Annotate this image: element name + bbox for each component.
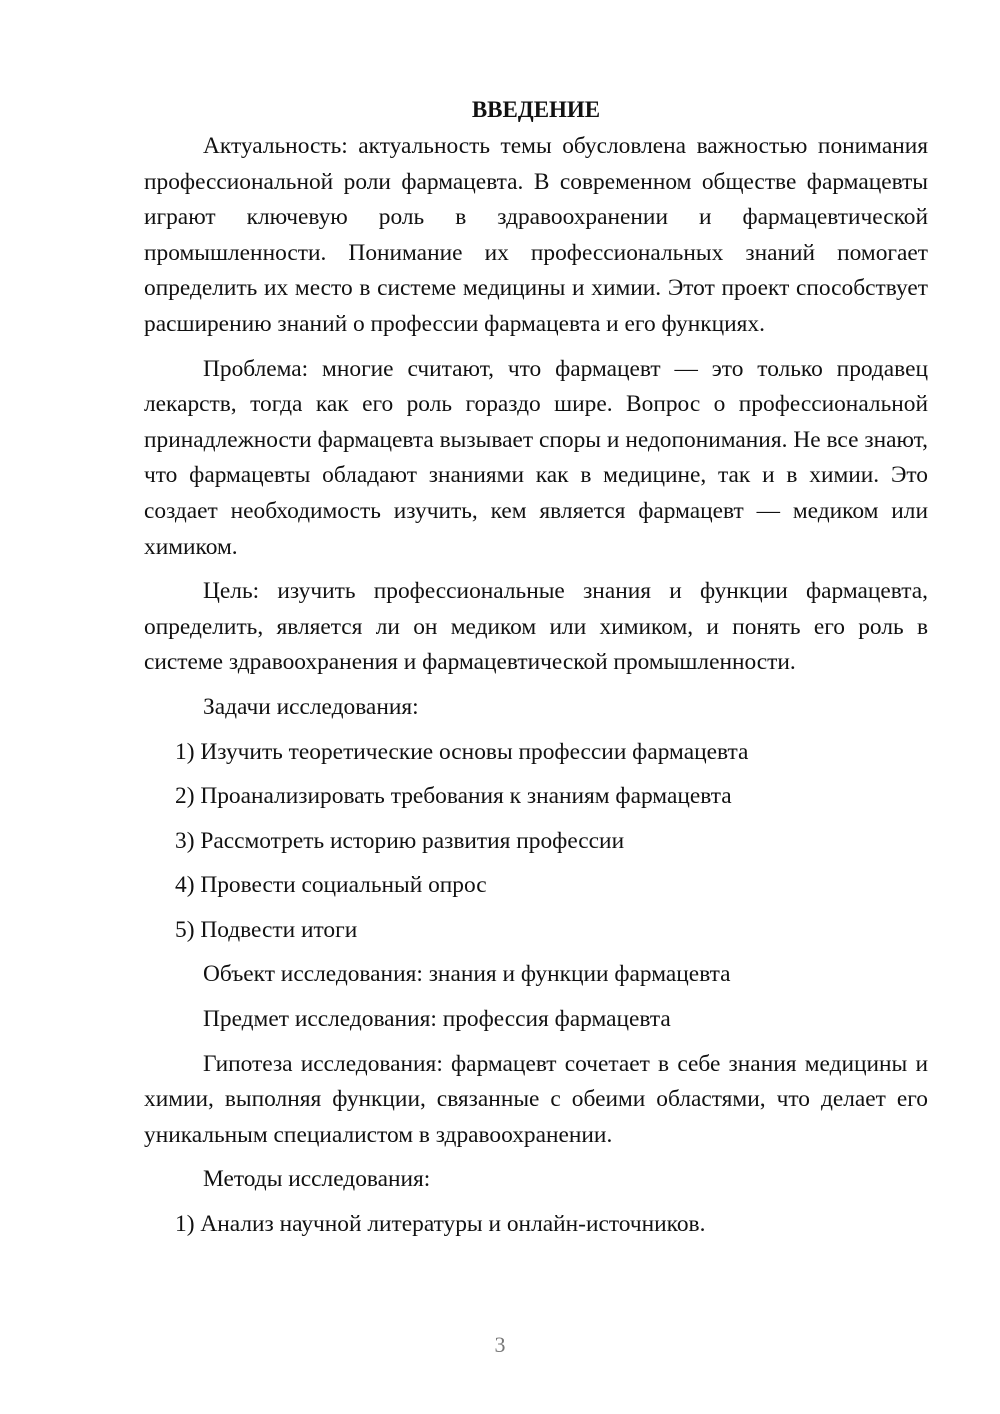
goal-paragraph: Цель: изучить профессиональные знания и функции фармацевта, определить, является ли он медиком или химиком, и понять его роль в системе здравоохранения и фармацевтической промышленности. xyxy=(144,578,928,676)
page-number: 3 xyxy=(494,1332,506,1357)
relevance-paragraph: Актуальность: актуальность темы обусловлена важностью понимания профессиональной роли фармацевта. В современном обществе фармацевты играют ключевую роль в здравоохранении и фармацевтической промышленности. Понимание их профессиональных знаний помогает определить их место в системе медицины и химии. Этот проект способствует расширению знаний о профессии фармацевта и его функциях. xyxy=(144,133,928,337)
method-item-1: 1) Анализ научной литературы и онлайн-источников. xyxy=(175,1211,706,1238)
section-heading: ВВЕДЕНИЕ xyxy=(471,97,601,122)
task-item-3: 3) Рассмотреть историю развития профессии xyxy=(175,827,625,854)
tasks-heading: Задачи исследования: xyxy=(203,693,419,720)
task-item-4: 4) Провести социальный опрос xyxy=(175,872,487,899)
page-content xyxy=(144,92,928,1252)
research-object: Объект исследования: знания и функции фармацевта xyxy=(203,961,731,988)
methods-heading: Методы исследования: xyxy=(203,1166,431,1193)
problem-paragraph: Проблема: многие считают, что фармацевт — это только продавец лекарств, тогда как его роль гораздо шире. Вопрос о профессиональной принадлежности фармацевта вызывает споры и недопонимания. Не все знают, что фармацевты обладают знаниями как в медицине, так и в химии. Это создает необходимость изучить, кем является фармацевт — медиком или химиком. xyxy=(144,355,928,560)
task-item-1: 1) Изучить теоретические основы профессии фармацевта xyxy=(175,738,749,765)
task-item-2: 2) Проанализировать требования к знаниям фармацевта xyxy=(175,783,732,810)
hypothesis-paragraph: Гипотеза исследования: фармацевт сочетает в себе знания медицины и химии, выполняя функции, связанные с обеими областями, что делает его уникальным специалистом в здравоохранении. xyxy=(144,1050,928,1148)
task-item-5: 5) Подвести итоги xyxy=(175,916,358,943)
research-subject: Предмет исследования: профессия фармацевта xyxy=(203,1006,671,1033)
